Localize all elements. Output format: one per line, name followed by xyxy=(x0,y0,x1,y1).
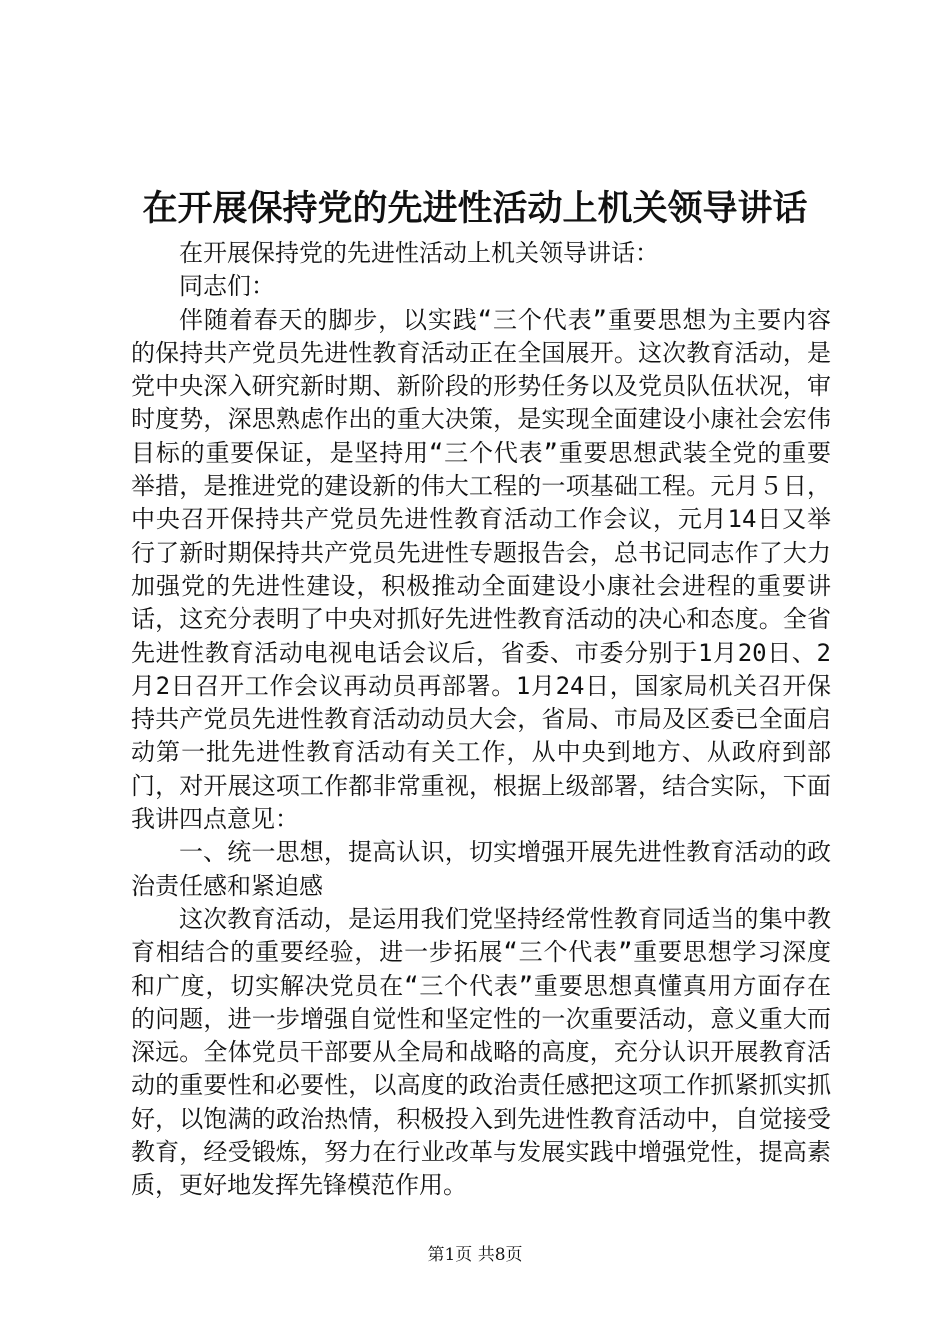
body-paragraph: 伴随着春天的脚步，以实践“三个代表”重要思想为主要内容的保持共产党员先进性教育活动正在全国展开。这次教育活动，是党中央深入研究新时期、新阶段的形势任务以及党员队伍状况，审时度势，深思熟虑作出的重大决策，是实现全面建设小康社会宏伟目标的重要保证，是坚持用“三个代表”重要思想武装全党的重要举措，是推进党的建设新的伟大工程的一项基础工程。元月５日，中央召开保持共产党员先进性教育活动工作会议，元月14日又举行了新时期保持共产党员先进性专题报告会，总书记同志作了大力加强党的先进性建设，积极推动全面建设小康社会进程的重要讲话，这充分表明了中央对抓好先进性教育活动的决心和态度。全省先进性教育活动电视电话会议后，省委、市委分别于1月20日、2月2日召开工作会议再动员再部署。1月24日，国家局机关召开保持共产党员先进性教育活动动员大会，省局、市局及区委已全面启动第一批先进性教育活动有关工作，从中央到地方、从政府到部门，对开展这项工作都非常重视，根据上级部署，结合实际，下面我讲四点意见： xyxy=(131,305,831,834)
document-title: 在开展保持党的先进性活动上机关领导讲话 xyxy=(142,188,808,229)
speech-heading-line: 在开展保持党的先进性活动上机关领导讲话： xyxy=(179,239,659,267)
page-number: 第1页 共8页 xyxy=(427,1245,523,1265)
section-heading: 一、统一思想，提高认识，切实增强开展先进性教育活动的政治责任感和紧迫感 xyxy=(131,838,831,900)
document-body xyxy=(131,237,831,1203)
body-paragraph: 这次教育活动，是运用我们党坚持经常性教育同适当的集中教育相结合的重要经验，进一步拓展“三个代表”重要思想学习深度和广度，切实解决党员在“三个代表”重要思想真懂真用方面存在的问题，进一步增强自觉性和坚定性的一次重要活动，意义重大而深远。全体党员干部要从全局和战略的高度，充分认识开展教育活动的重要性和必要性，以高度的政治责任感把这项工作抓紧抓实抓好，以饱满的政治热情，积极投入到先进性教育活动中，自觉接受教育，经受锻炼，努力在行业改革与发展实践中增强党性，提高素质，更好地发挥先锋模范作用。 xyxy=(131,904,831,1200)
salutation: 同志们： xyxy=(179,272,275,301)
